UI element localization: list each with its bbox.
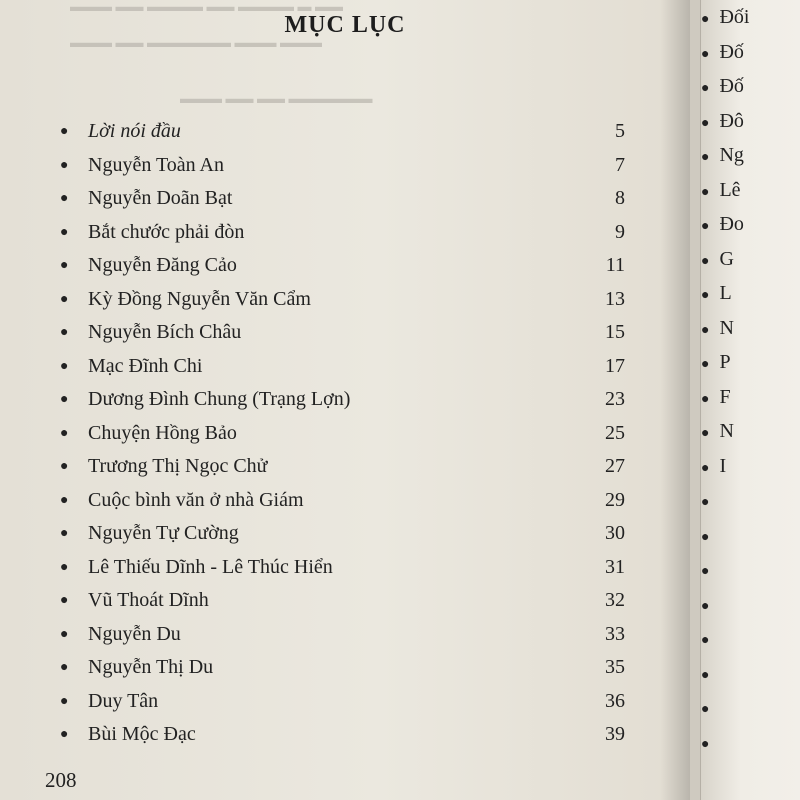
right-page-line-text: I (719, 454, 727, 477)
right-page-line-text: G (719, 247, 734, 270)
toc-entry-page: 35 (605, 656, 625, 678)
right-page-line (701, 593, 719, 616)
right-page-line-text: Đố (719, 40, 744, 63)
bullet-icon: ● (60, 124, 69, 139)
toc-entry-page: 17 (605, 354, 625, 377)
toc-entry (60, 587, 625, 621)
bullet-icon: ● (701, 12, 710, 27)
right-page-line (701, 144, 744, 167)
right-page-line (701, 6, 749, 29)
bullet-icon: ● (60, 258, 69, 273)
toc-entry-title: Duy Tân (88, 689, 159, 712)
toc-entry-title: Cuộc bình văn ở nhà Giám (88, 488, 304, 511)
bullet-icon: ● (701, 322, 710, 338)
bullet-icon: ● (701, 150, 710, 165)
toc-entry-page: 5 (615, 120, 625, 142)
toc-entry (60, 453, 625, 487)
right-page-line (701, 489, 719, 512)
toc-entry-title: Bắt chước phải đòn (88, 220, 245, 243)
toc-entry (60, 185, 625, 219)
bullet-icon: ● (701, 426, 710, 441)
right-page-line (701, 248, 734, 271)
toc-entry (60, 621, 625, 655)
bullet-icon: ● (60, 425, 69, 441)
right-page-line-text: Ng (719, 144, 744, 166)
bullet-icon: ● (701, 564, 710, 579)
right-page-line-text: N (719, 316, 734, 339)
right-page-line (701, 213, 744, 236)
bullet-icon: ● (60, 727, 69, 742)
bullet-icon: ● (701, 529, 710, 545)
right-page-line (701, 627, 719, 650)
toc-entry-page: 36 (605, 689, 625, 712)
bullet-icon: ● (60, 325, 69, 340)
toc-entry-title: Chuyện Hồng Bảo (88, 421, 237, 444)
toc-entry-title: Vũ Thoát Dĩnh (88, 589, 209, 611)
bullet-icon: ● (60, 593, 69, 608)
toc-entry-page: 23 (605, 388, 625, 410)
bullet-icon: ● (60, 660, 69, 675)
toc-entry-page: 11 (605, 254, 625, 276)
toc-entry-title: Dương Đình Chung (Trạng Lợn) (88, 388, 351, 410)
bullet-icon: ● (60, 526, 69, 541)
right-page-line (701, 386, 731, 409)
toc-entry (60, 118, 625, 152)
right-page-line (701, 558, 719, 581)
toc-entry (60, 721, 625, 755)
bullet-icon: ● (701, 391, 710, 407)
bullet-icon: ● (60, 191, 69, 206)
right-page-line-text: Lê (719, 178, 741, 201)
toc-entry-page: 27 (605, 455, 625, 477)
toc-entry-title: Lời nói đầu (88, 120, 181, 142)
toc-entry-page: 13 (605, 287, 625, 310)
page-number: 208 (45, 768, 77, 792)
toc-entry-title: Trương Thị Ngọc Chử (88, 455, 268, 477)
toc-entry-title: Nguyễn Bích Châu (88, 321, 242, 343)
bullet-icon: ● (701, 253, 710, 269)
right-page-line (701, 317, 734, 340)
bullet-icon: ● (701, 357, 710, 372)
toc-entry (60, 219, 625, 253)
toc-entry (60, 286, 625, 320)
right-page-line (701, 351, 731, 374)
toc-entry-title: Kỳ Đồng Nguyễn Văn Cẩm (88, 287, 311, 310)
bullet-icon: ● (60, 693, 69, 709)
toc-entry-title: Bùi Mộc Đạc (88, 723, 196, 745)
bullet-icon: ● (701, 495, 710, 510)
toc-entry (60, 386, 625, 420)
right-page-line-text: F (719, 385, 731, 408)
toc-entry-page: 31 (605, 555, 625, 578)
right-page-line-text: Đố (719, 75, 744, 97)
toc-entry (60, 520, 625, 554)
toc-entry-title: Nguyễn Đăng Cảo (88, 254, 237, 276)
bullet-icon: ● (701, 115, 710, 131)
right-page-line (701, 420, 734, 443)
bullet-icon: ● (60, 492, 69, 508)
toc-entry-page: 15 (605, 321, 625, 343)
toc-entry (60, 252, 625, 286)
right-page-line (701, 110, 744, 133)
right-page-line-text: Đô (719, 109, 744, 132)
page-title: MỤC LỤC (284, 12, 406, 38)
bullet-icon: ● (60, 392, 69, 407)
toc-entry-title: Mạc Đĩnh Chi (88, 354, 203, 377)
toc-entry (60, 554, 625, 588)
bullet-icon: ● (701, 288, 710, 303)
bleed-through-text: ▬▬▬ ▬▬ ▬▬ ▬▬▬▬▬▬ (180, 92, 373, 107)
bullet-icon: ● (701, 736, 710, 752)
toc-entry-title: Nguyễn Doãn Bạt (88, 187, 233, 209)
toc-entry-page: 39 (605, 723, 625, 745)
toc-entry-page: 8 (615, 187, 625, 209)
toc-entry (60, 152, 625, 186)
toc-entry (60, 654, 625, 688)
toc-entry-title: Nguyễn Thị Du (88, 656, 214, 678)
right-page-line-text: N (719, 420, 734, 442)
toc-entry-page: 32 (605, 589, 625, 611)
toc-entry (60, 420, 625, 454)
right-page-line (701, 662, 719, 685)
toc-entry-title: Nguyễn Du (88, 622, 181, 645)
right-page-line (701, 731, 719, 754)
toc-entry (60, 688, 625, 722)
table-of-contents (60, 118, 625, 755)
right-page-line (701, 41, 744, 64)
right-page-line (701, 455, 726, 478)
right-page-line (701, 75, 744, 98)
bullet-icon: ● (701, 184, 710, 200)
right-page (700, 0, 800, 800)
bullet-icon: ● (60, 559, 69, 575)
right-page-line-text: Đối (719, 6, 750, 28)
toc-entry-page: 7 (615, 153, 625, 176)
bullet-icon: ● (701, 633, 710, 648)
toc-entry-page: 9 (615, 220, 625, 243)
bullet-icon: ● (701, 81, 710, 96)
bullet-icon: ● (701, 667, 710, 683)
bullet-icon: ● (701, 219, 710, 234)
toc-entry-page: 30 (605, 522, 625, 544)
right-page-line-text: P (719, 351, 731, 373)
toc-entry-title: Nguyễn Tự Cường (88, 522, 239, 544)
toc-entry-page: 25 (605, 421, 625, 444)
bullet-icon: ● (60, 626, 69, 642)
bullet-icon: ● (701, 598, 710, 614)
toc-entry-page: 33 (605, 622, 625, 645)
toc-entry (60, 487, 625, 521)
toc-entry (60, 319, 625, 353)
bullet-icon: ● (60, 224, 69, 240)
bullet-icon: ● (60, 358, 69, 374)
bullet-icon: ● (701, 460, 710, 476)
bullet-icon: ● (701, 46, 710, 62)
right-page-line (701, 524, 719, 547)
bullet-icon: ● (701, 702, 710, 717)
bullet-icon: ● (60, 459, 69, 474)
bleed-through-text: ▬▬▬ ▬▬ ▬▬▬▬▬▬ ▬▬▬ ▬▬▬ (70, 36, 322, 51)
right-page-line-text: L (719, 282, 732, 304)
toc-entry-page: 29 (605, 488, 625, 511)
toc-entry (60, 353, 625, 387)
toc-entry-title: Nguyễn Toàn An (88, 153, 224, 176)
right-page-line-text: Đo (719, 213, 744, 235)
right-page-line (701, 179, 741, 202)
toc-entry-title: Lê Thiếu Dĩnh - Lê Thúc Hiển (88, 555, 333, 578)
bullet-icon: ● (60, 157, 69, 173)
bullet-icon: ● (60, 291, 69, 307)
right-page-line (701, 696, 719, 719)
right-page-line (701, 282, 732, 305)
bleed-through-text: ▬▬▬ ▬▬ ▬▬▬▬ ▬▬ ▬▬▬▬ ▬ ▬▬ (70, 0, 343, 15)
